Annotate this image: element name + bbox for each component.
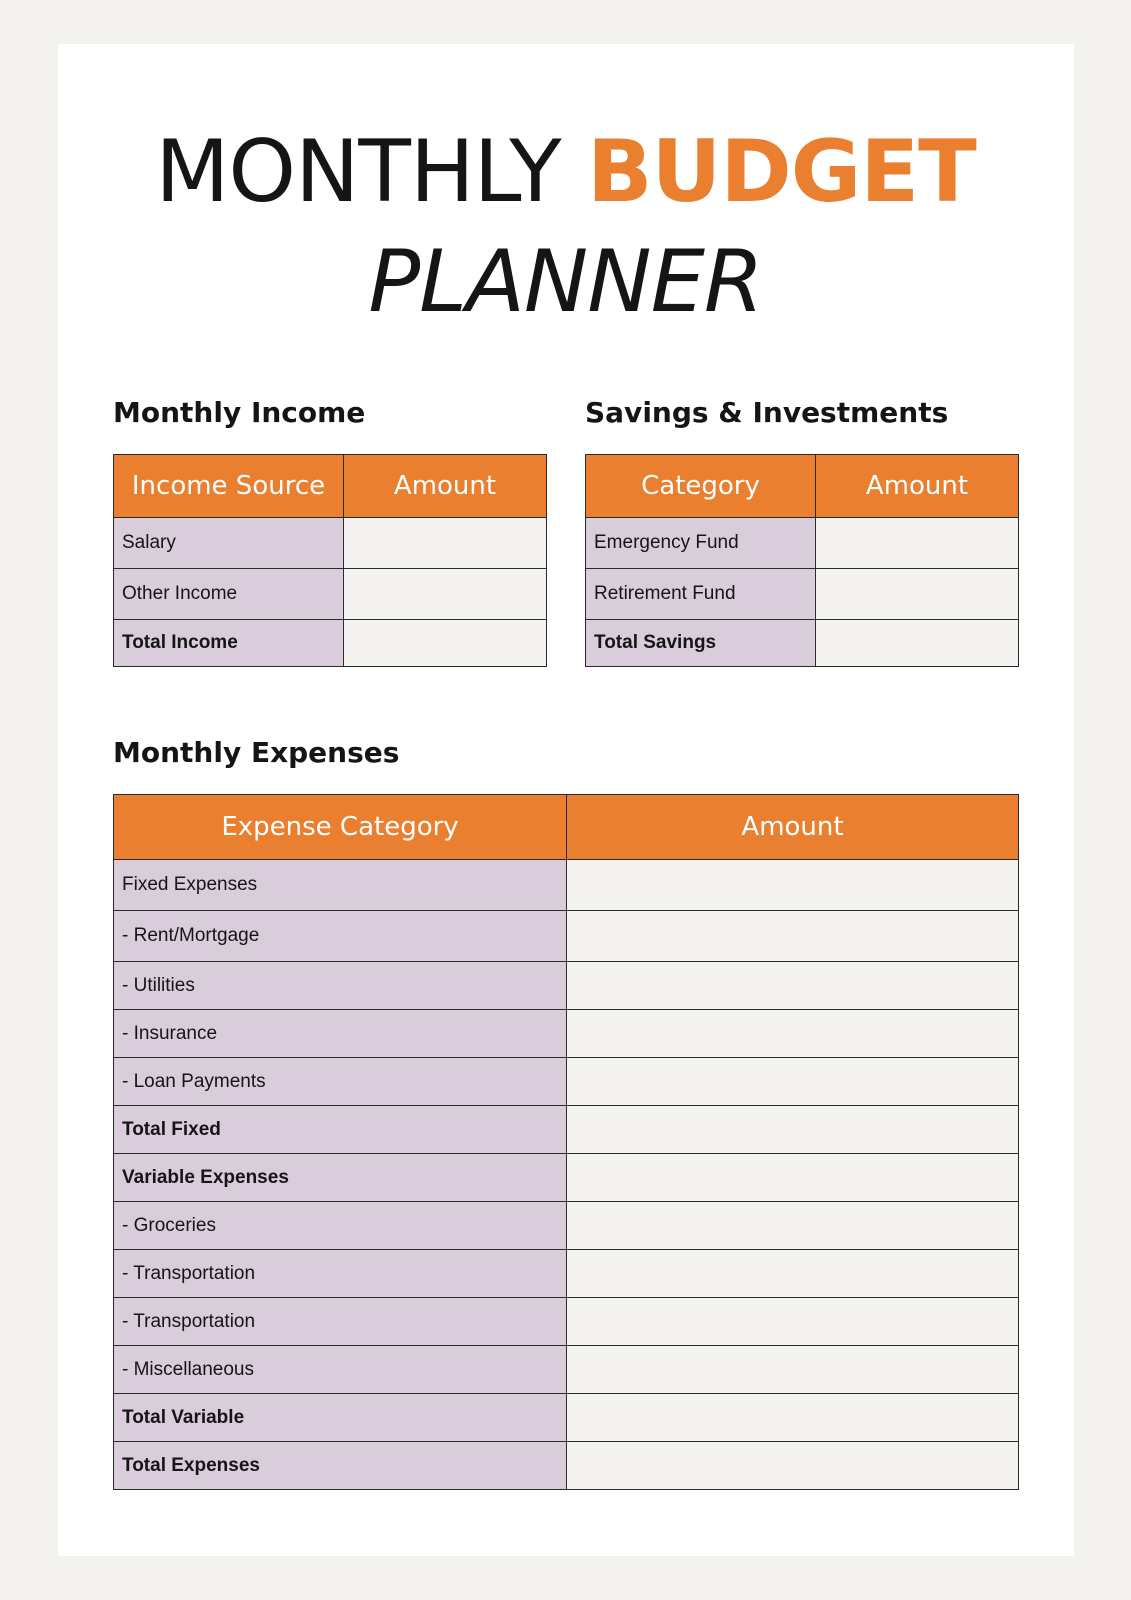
expense-amount-cell[interactable] — [567, 1010, 1019, 1058]
savings-amount-emergency[interactable] — [816, 518, 1019, 569]
table-row — [114, 1106, 1019, 1154]
income-amount-other[interactable] — [344, 569, 547, 620]
expense-label: Fixed Expenses — [114, 860, 567, 911]
expenses-table — [113, 794, 1019, 1490]
savings-label-emergency: Emergency Fund — [586, 518, 816, 569]
table-row — [586, 569, 1019, 620]
income-table — [113, 454, 547, 667]
expense-label: - Utilities — [114, 962, 567, 1010]
table-row — [114, 1346, 1019, 1394]
page-title — [0, 122, 1131, 222]
savings-amount-header: Amount — [816, 455, 1019, 518]
savings-amount-total[interactable] — [816, 620, 1019, 667]
table-row — [586, 518, 1019, 569]
savings-category-header: Category — [586, 455, 816, 518]
table-row — [114, 1394, 1019, 1442]
expense-label: - Miscellaneous — [114, 1346, 567, 1394]
income-label-other: Other Income — [114, 569, 344, 620]
savings-amount-retirement[interactable] — [816, 569, 1019, 620]
table-row — [114, 1298, 1019, 1346]
income-amount-total[interactable] — [344, 620, 547, 667]
income-source-header: Income Source — [114, 455, 344, 518]
expense-amount-cell[interactable] — [567, 1250, 1019, 1298]
expense-amount-cell[interactable] — [567, 1346, 1019, 1394]
expense-label: - Rent/Mortgage — [114, 911, 567, 962]
expense-label-total-expenses: Total Expenses — [114, 1442, 567, 1490]
savings-table-header — [586, 455, 1019, 518]
income-label-salary: Salary — [114, 518, 344, 569]
savings-label-retirement: Retirement Fund — [586, 569, 816, 620]
table-row — [114, 911, 1019, 962]
savings-label-total: Total Savings — [586, 620, 816, 667]
table-row — [114, 962, 1019, 1010]
expense-amount-cell[interactable] — [567, 1442, 1019, 1490]
expense-label-total-fixed: Total Fixed — [114, 1106, 567, 1154]
income-table-header — [114, 455, 547, 518]
savings-heading: Savings & Investments — [585, 396, 949, 429]
expense-category-header: Expense Category — [114, 795, 567, 860]
table-row — [114, 1058, 1019, 1106]
table-row — [114, 1442, 1019, 1490]
savings-table — [585, 454, 1019, 667]
expenses-heading: Monthly Expenses — [113, 736, 400, 769]
expense-amount-header: Amount — [567, 795, 1019, 860]
table-row — [114, 620, 547, 667]
table-row — [114, 1010, 1019, 1058]
expense-amount-cell[interactable] — [567, 1106, 1019, 1154]
expenses-table-header — [114, 795, 1019, 860]
expense-amount-cell[interactable] — [567, 1058, 1019, 1106]
title-budget: BUDGET — [587, 122, 976, 222]
title-monthly: MONTHLY — [155, 122, 561, 222]
table-row — [114, 518, 547, 569]
expense-label-total-variable: Total Variable — [114, 1394, 567, 1442]
table-row — [114, 1250, 1019, 1298]
expense-label: - Insurance — [114, 1010, 567, 1058]
expense-amount-cell[interactable] — [567, 1394, 1019, 1442]
income-label-total: Total Income — [114, 620, 344, 667]
expense-amount-cell[interactable] — [567, 1298, 1019, 1346]
expense-amount-cell[interactable] — [567, 1154, 1019, 1202]
table-row — [114, 860, 1019, 911]
income-heading: Monthly Income — [113, 396, 366, 429]
page-subtitle: PLANNER — [368, 232, 763, 332]
expense-label: - Groceries — [114, 1202, 567, 1250]
expense-amount-cell[interactable] — [567, 860, 1019, 911]
table-row — [586, 620, 1019, 667]
expense-label: - Loan Payments — [114, 1058, 567, 1106]
income-amount-salary[interactable] — [344, 518, 547, 569]
table-row — [114, 1202, 1019, 1250]
expense-amount-cell[interactable] — [567, 1202, 1019, 1250]
expense-amount-cell[interactable] — [567, 911, 1019, 962]
income-amount-header: Amount — [344, 455, 547, 518]
table-row — [114, 569, 547, 620]
expense-label-variable: Variable Expenses — [114, 1154, 567, 1202]
expense-amount-cell[interactable] — [567, 962, 1019, 1010]
expense-label: - Transportation — [114, 1250, 567, 1298]
table-row — [114, 1154, 1019, 1202]
expense-label: - Transportation — [114, 1298, 567, 1346]
